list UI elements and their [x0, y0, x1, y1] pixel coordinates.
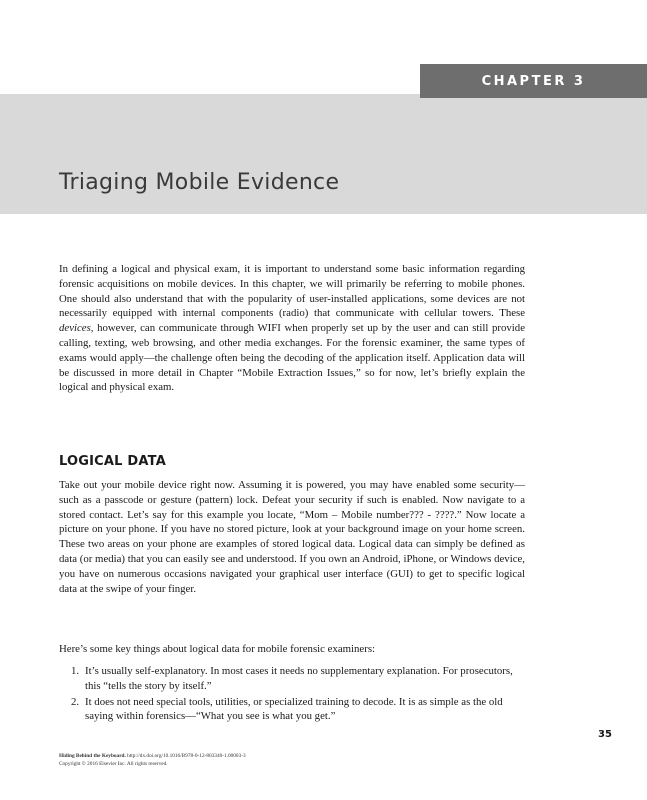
page-number: 35: [598, 729, 612, 740]
list-item-number: 2.: [71, 695, 80, 708]
list-intro: Here’s some key things about logical data for mobile forensic examiners:: [59, 643, 376, 655]
intro-paragraph: [59, 262, 525, 395]
logical-data-paragraph: Take out your mobile device right now. Assuming it is powered, you may have enabled some security—such as a passcode or gesture (pattern) lock. Defeat your security if such is enabled. Now navigate to a stored contact. Let’s say for this example you locate, “Mom – Mobile number??? - ????.” Now locate a picture on your phone. If you have no stored picture, look at your background image on your home screen. These two areas on your phone are examples of stored logical data. Logical data can simply be defined as data (or media) that you can easily see and understood. If you own an Android, iPhone, or Windows device, you have on numerous occasions navigated your graphical user interface (GUI) to get to specific logical data at the swipe of your finger.: [59, 479, 525, 595]
section-heading: LOGICAL DATA: [59, 454, 166, 469]
footer-doi-link[interactable]: http://dx.doi.org/10.1016/B978-0-12-803340-1.00003-3: [127, 753, 246, 759]
intro-text-part1: In defining a logical and physical exam, it is important to understand some basic information regarding forensic acquisitions on mobile devices. In this chapter, we will primarily be referring to mobile phones. One should also understand that with the popularity of user-installed applications, some devices are not necessarily equipped with internal components (radio) that communicate with cellular towers. These: [59, 263, 525, 320]
footer-copyright: Copyright © 2016 Elsevier Inc. All rights reserved.: [59, 761, 168, 767]
footer-book-title: Hiding Behind the Keyboard.: [59, 753, 126, 759]
list-item: [59, 695, 525, 725]
key-points-list: [59, 664, 525, 725]
list-item-number: 1.: [71, 665, 80, 677]
list-item-text: It does not need special tools, utilities, or specialized training to decode. It is as simple as the old saying within forensics—“What you see is what you get.”: [85, 695, 503, 723]
list-item-text: It’s usually self-explanatory. In most cases it needs no supplementary explanation. For prosecutors, this “tells the story by itself.”: [85, 665, 513, 692]
chapter-label: CHAPTER 3: [420, 64, 647, 98]
footer-citation: [59, 753, 246, 760]
list-item: [59, 664, 525, 694]
chapter-title: Triaging Mobile Evidence: [59, 170, 340, 195]
intro-text-part2: , however, can communicate through WIFI when properly set up by the user and can still provide calling, texting, web browsing, and other media exchanges. For the forensic examiner, the same types of exams would apply—the challenge often being the decoding of the application itself. Application data will be discussed in more detail in Chapter “Mobile Extraction Issues,” so for now, let’s briefly explain the logical and physical exam.: [59, 322, 525, 394]
header-gray-band: [0, 94, 647, 214]
intro-emphasis: devices: [59, 322, 91, 335]
